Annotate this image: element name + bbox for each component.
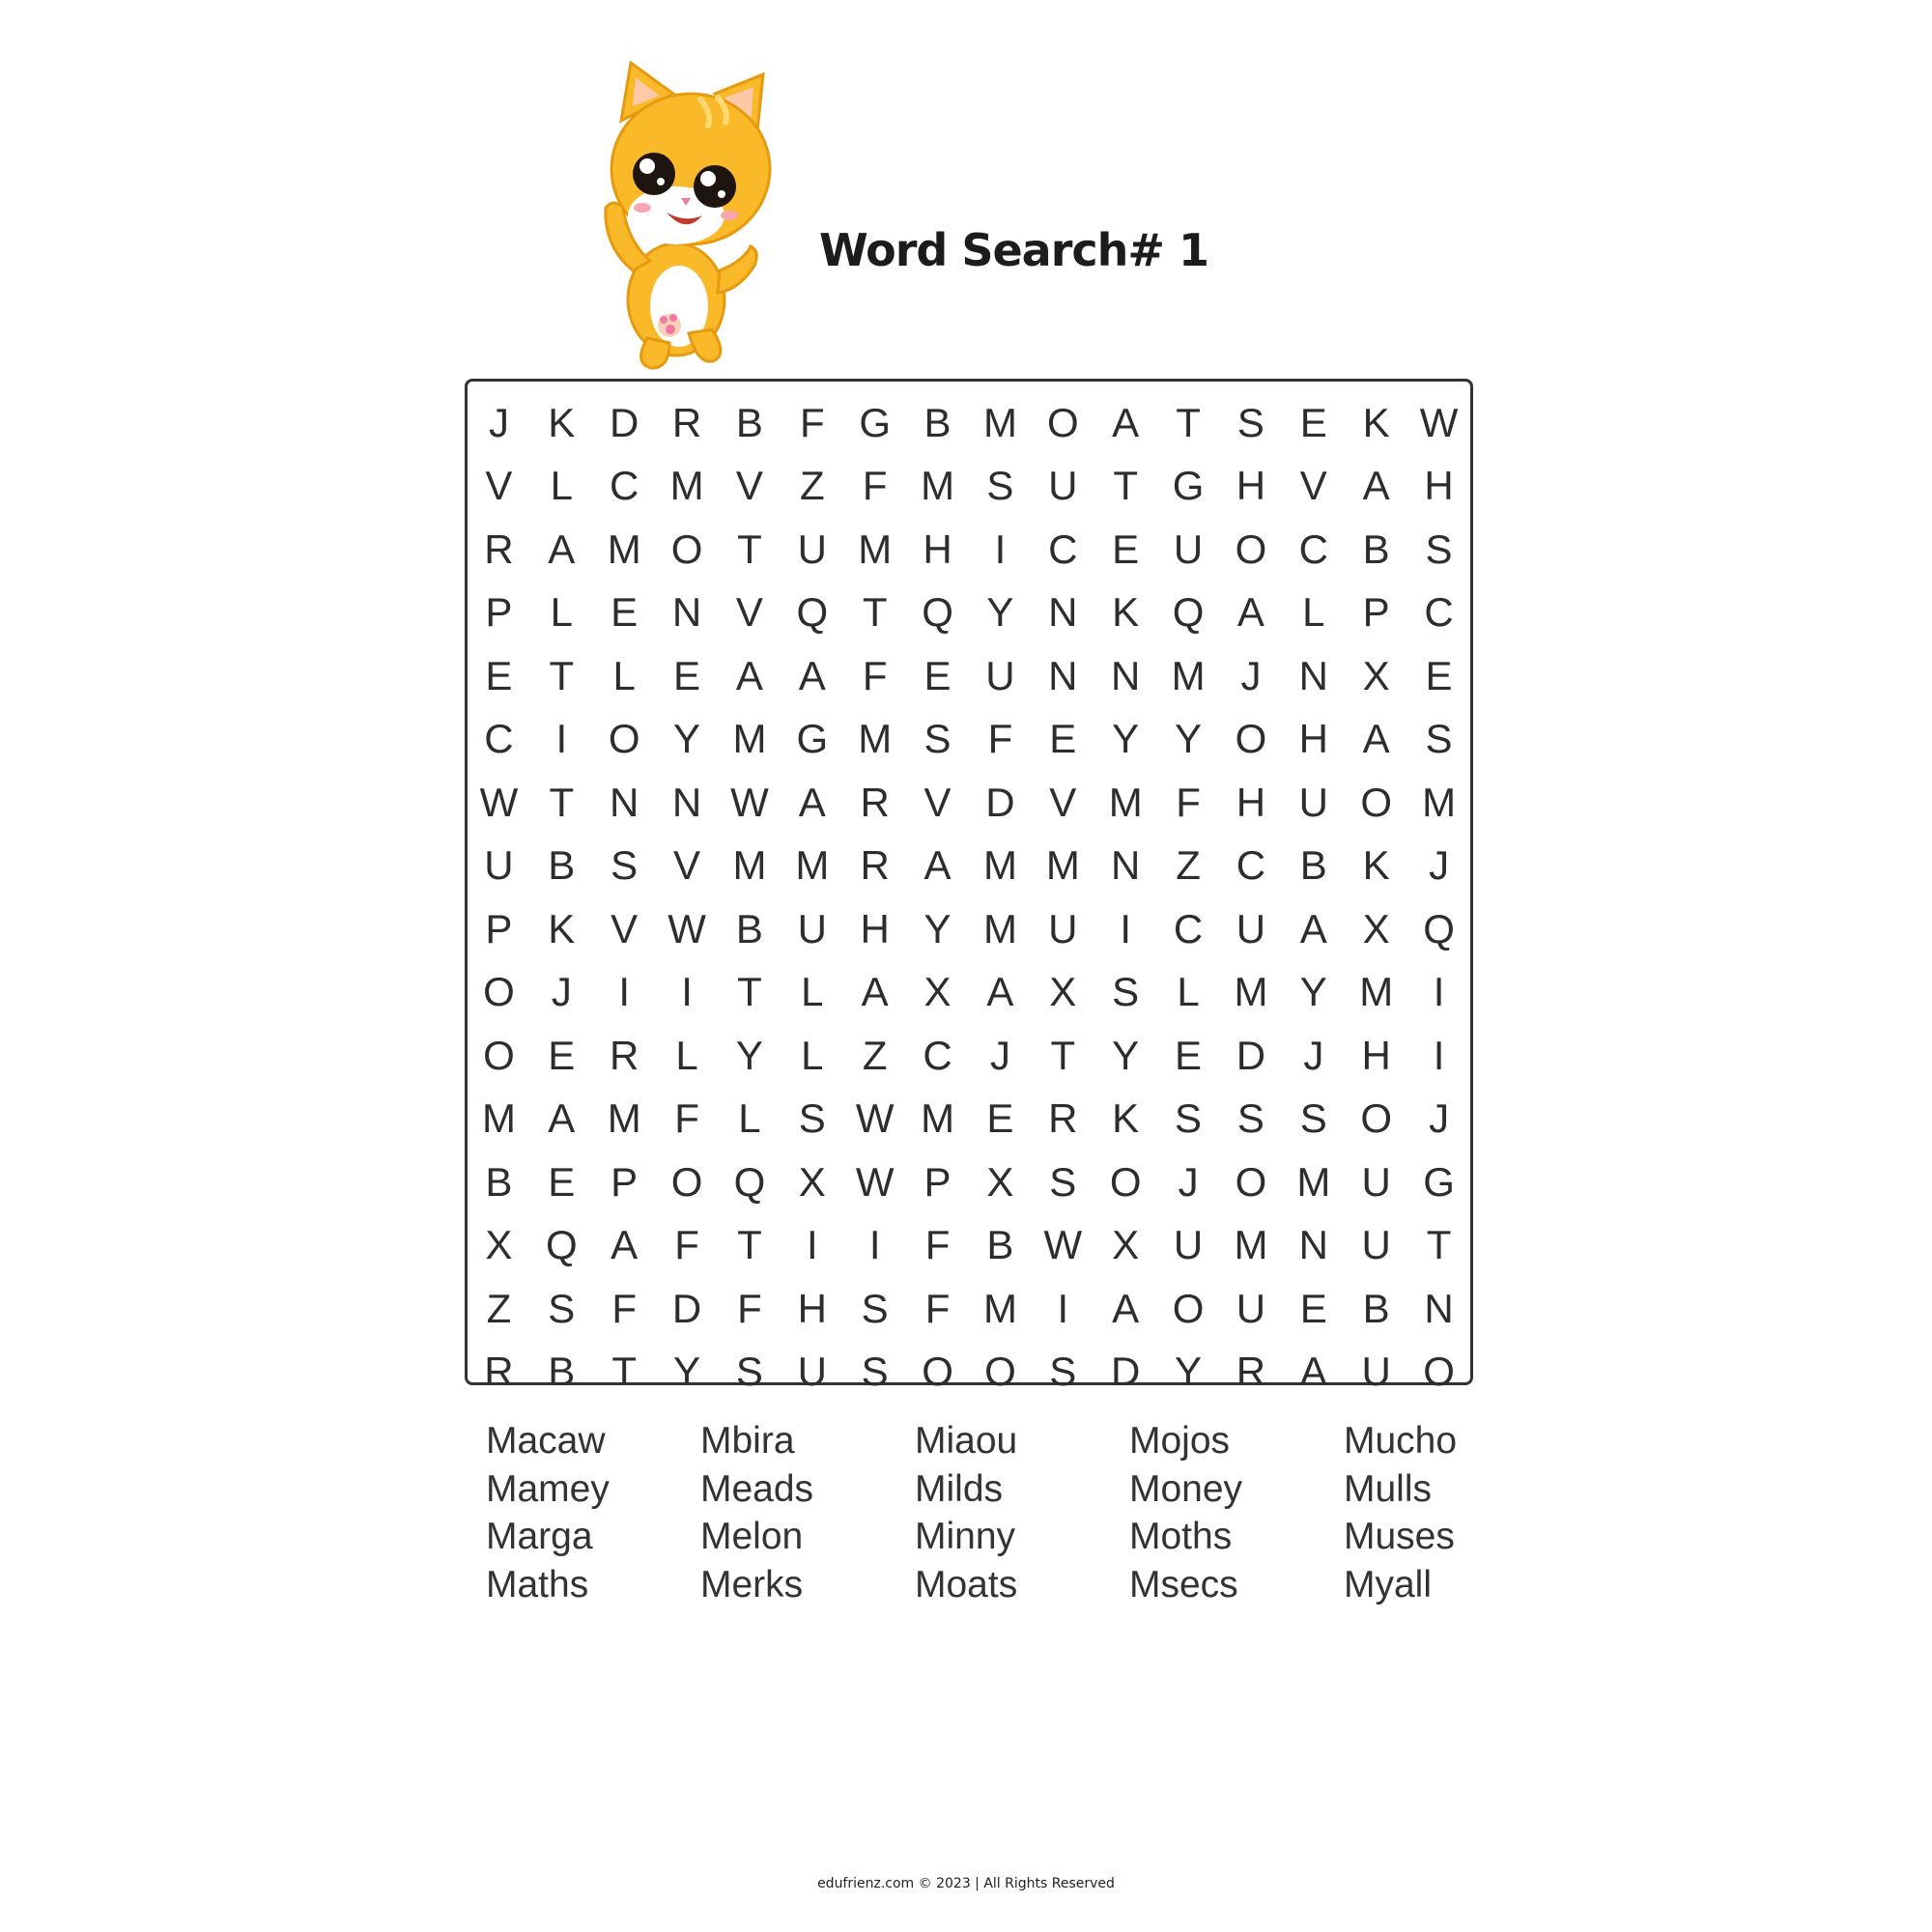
grid-letter: V: [485, 463, 513, 509]
grid-letter: B: [485, 1158, 513, 1205]
grid-letter: E: [548, 1032, 576, 1078]
grid-letter: T: [1426, 1222, 1452, 1268]
grid-letter: A: [611, 1222, 639, 1268]
grid-letter: E: [1299, 399, 1327, 445]
grid-letter: S: [1049, 1158, 1077, 1205]
grid-letter: X: [923, 969, 952, 1015]
grid-letter: H: [1298, 716, 1328, 762]
grid-letter: G: [796, 716, 829, 762]
grid-letter: G: [1423, 1158, 1455, 1205]
grid-letter: S: [1112, 969, 1140, 1015]
grid-letter: M: [1422, 779, 1457, 825]
grid-letter: W: [855, 1158, 895, 1205]
grid-letter: M: [858, 526, 893, 572]
grid-letter: T: [737, 969, 762, 1015]
grid-letter: K: [548, 905, 576, 952]
grid-letter: I: [618, 969, 631, 1015]
grid-letter: M: [982, 905, 1017, 952]
grid-letter: L: [675, 1032, 698, 1078]
grid-letter: E: [1049, 716, 1077, 762]
grid-letter: H: [860, 905, 890, 952]
grid-letter: L: [1302, 589, 1325, 636]
grid-letter: O: [608, 716, 640, 762]
grid-letter: S: [1236, 399, 1264, 445]
grid-letter: Y: [1112, 716, 1140, 762]
grid-letter: U: [1361, 1158, 1391, 1205]
grid-letter: E: [611, 589, 639, 636]
grid-letter: K: [1362, 842, 1390, 889]
grid-letter: H: [797, 1285, 827, 1331]
grid-letter: I: [681, 969, 693, 1015]
grid-letter: M: [921, 1095, 955, 1142]
word-list-item: Milds: [915, 1467, 1004, 1510]
grid-letter: J: [1429, 1095, 1450, 1142]
grid-letter: O: [1360, 1095, 1393, 1142]
grid-letter: N: [1424, 1285, 1454, 1331]
grid-letter: S: [798, 1095, 826, 1142]
grid-letter: H: [1361, 1032, 1391, 1078]
grid-letter: P: [611, 1158, 639, 1205]
grid-letter: O: [1423, 1349, 1455, 1395]
grid-letter: M: [1234, 969, 1268, 1015]
grid-letter: I: [1057, 1285, 1069, 1331]
grid-letter: O: [1172, 1285, 1205, 1331]
grid-letter: I: [806, 1222, 818, 1268]
word-list-item: Msecs: [1129, 1563, 1238, 1605]
grid-letter: T: [1113, 463, 1139, 509]
grid-letter: I: [1120, 905, 1132, 952]
grid-letter: W: [855, 1095, 895, 1142]
grid-letter: S: [861, 1349, 889, 1395]
grid-letter: I: [555, 716, 568, 762]
grid-letter: O: [1109, 1158, 1142, 1205]
grid-letter: Q: [922, 589, 953, 636]
grid-letter: A: [1299, 1349, 1327, 1395]
grid-letter: M: [1045, 842, 1080, 889]
grid-letter: W: [479, 779, 519, 825]
grid-letter: Q: [1172, 589, 1205, 636]
grid-letter: E: [673, 652, 701, 698]
grid-letter: O: [1360, 779, 1393, 825]
grid-letter: N: [671, 779, 702, 825]
word-list-item: Moths: [1129, 1516, 1233, 1557]
word-list-item: Miaou: [915, 1420, 1018, 1462]
grid-letter: L: [612, 652, 636, 698]
grid-letter: I: [1433, 1032, 1445, 1078]
grid-letter: M: [1359, 969, 1394, 1015]
grid-letter: A: [1112, 399, 1140, 445]
grid-letter: E: [1175, 1032, 1203, 1078]
grid-letter: Y: [1175, 1349, 1203, 1395]
grid-letter: A: [923, 842, 952, 889]
grid-letter: F: [987, 716, 1013, 762]
grid-letter: D: [610, 399, 639, 445]
grid-letter: F: [1176, 779, 1201, 825]
grid-letter: M: [732, 716, 767, 762]
cat-mascot-icon: [584, 53, 797, 372]
grid-letter: Y: [923, 905, 952, 952]
grid-letter: F: [924, 1285, 951, 1331]
grid-letter: T: [862, 589, 888, 636]
grid-letter: R: [610, 1032, 639, 1078]
grid-letter: C: [484, 716, 514, 762]
grid-letter: R: [1048, 1095, 1078, 1142]
word-list-item: Mulls: [1344, 1467, 1433, 1510]
word-list-item: Money: [1129, 1467, 1243, 1510]
grid-letter: D: [671, 1285, 702, 1331]
grid-letter: R: [1236, 1349, 1266, 1395]
grid-letter: S: [611, 842, 639, 889]
grid-letter: K: [1112, 589, 1140, 636]
grid-letter: R: [484, 1349, 514, 1395]
word-list: [486, 1420, 1568, 1611]
grid-letter: Q: [545, 1222, 578, 1268]
grid-letter: X: [1112, 1222, 1140, 1268]
grid-letter: J: [989, 1032, 1010, 1078]
grid-letter: V: [923, 779, 952, 825]
grid-letter: I: [868, 1222, 881, 1268]
grid-letter: X: [1049, 969, 1077, 1015]
grid-letter: M: [607, 526, 641, 572]
grid-letter: K: [1112, 1095, 1140, 1142]
grid-letter: M: [1296, 1158, 1331, 1205]
grid-letter: V: [1049, 779, 1077, 825]
grid-letter: W: [730, 779, 769, 825]
grid-letter: W: [1419, 399, 1459, 445]
grid-letter: F: [674, 1222, 699, 1268]
grid-letter: P: [485, 589, 513, 636]
grid-letter: X: [485, 1222, 513, 1268]
grid-letter: F: [862, 652, 888, 698]
grid-letter: G: [1172, 463, 1205, 509]
grid-letter: I: [994, 526, 1007, 572]
grid-letter: L: [738, 1095, 761, 1142]
grid-letter: A: [548, 1095, 576, 1142]
grid-letter: T: [1176, 399, 1201, 445]
grid-letter: O: [483, 969, 515, 1015]
grid-letter: S: [548, 1285, 576, 1331]
grid-letter: B: [1362, 526, 1390, 572]
grid-letter: Y: [673, 716, 701, 762]
grid-letter: E: [548, 1158, 576, 1205]
grid-letter: P: [923, 1158, 952, 1205]
grid-letter: R: [860, 842, 890, 889]
grid-letter: C: [923, 1032, 952, 1078]
grid-letter: B: [1362, 1285, 1390, 1331]
grid-letter: A: [735, 652, 763, 698]
grid-letter: V: [1299, 463, 1327, 509]
grid-letter: Q: [796, 589, 829, 636]
grid-letter: O: [922, 1349, 953, 1395]
grid-letter: V: [735, 589, 763, 636]
grid-letter: I: [1433, 969, 1445, 1015]
grid-letter: U: [484, 842, 514, 889]
grid-letter: M: [858, 716, 893, 762]
grid-letter: U: [1236, 1285, 1266, 1331]
grid-letter: C: [1298, 526, 1328, 572]
grid-letter: Y: [673, 1349, 701, 1395]
word-list-item: Marga: [486, 1516, 593, 1557]
grid-letter: T: [737, 1222, 762, 1268]
grid-letter: X: [986, 1158, 1014, 1205]
grid-letter: O: [1235, 1158, 1267, 1205]
grid-letter: R: [860, 779, 890, 825]
grid-letter: N: [1048, 589, 1078, 636]
grid-letter: U: [1298, 779, 1328, 825]
grid-letter: V: [735, 463, 763, 509]
grid-letter: N: [1048, 652, 1078, 698]
page-title: Word Search# 1: [819, 224, 1208, 276]
grid-letter: U: [797, 1349, 827, 1395]
grid-letter: Y: [1112, 1032, 1140, 1078]
grid-letter: Y: [986, 589, 1014, 636]
grid-letter: F: [674, 1095, 699, 1142]
grid-letter: A: [798, 652, 826, 698]
grid-letter: Y: [735, 1032, 763, 1078]
grid-letter: R: [484, 526, 514, 572]
grid-letter: S: [1236, 1095, 1264, 1142]
grid-letter: Y: [1175, 716, 1203, 762]
word-list-item: Mbira: [700, 1420, 795, 1462]
grid-letter: U: [797, 526, 827, 572]
grid-letter: S: [1175, 1095, 1203, 1142]
grid-letter: Z: [1176, 842, 1201, 889]
footer-copyright: edufrienz.com © 2023 | All Rights Reserved: [817, 1876, 1115, 1891]
grid-letter: K: [548, 399, 576, 445]
grid-letter: U: [1361, 1222, 1391, 1268]
grid-letter: S: [861, 1285, 889, 1331]
word-list-item: Moats: [915, 1563, 1018, 1605]
grid-letter: B: [548, 1349, 576, 1395]
grid-letter: A: [1299, 905, 1327, 952]
grid-letter: X: [798, 1158, 826, 1205]
grid-letter: Z: [486, 1285, 512, 1331]
grid-letter: M: [982, 1285, 1017, 1331]
grid-letter: F: [924, 1222, 951, 1268]
grid-letter: O: [1235, 716, 1267, 762]
grid-letter: U: [1048, 463, 1078, 509]
grid-letter: O: [984, 1349, 1016, 1395]
grid-letter: Z: [862, 1032, 888, 1078]
grid-letter: N: [1111, 842, 1141, 889]
word-list-item: Myall: [1344, 1563, 1433, 1605]
grid-letter: S: [923, 716, 952, 762]
grid-letter: E: [1425, 652, 1453, 698]
grid-letter: U: [985, 652, 1015, 698]
grid-letter: H: [1236, 463, 1266, 509]
grid-letter: L: [801, 1032, 824, 1078]
grid-letter: M: [982, 399, 1017, 445]
grid-letter: L: [801, 969, 824, 1015]
grid-letter: S: [1425, 716, 1453, 762]
grid-letter: C: [1048, 526, 1078, 572]
grid-letter: B: [548, 842, 576, 889]
grid-letter: T: [549, 779, 575, 825]
grid-letter: J: [1303, 1032, 1324, 1078]
grid-letter: N: [1111, 652, 1141, 698]
grid-letter: O: [1235, 526, 1267, 572]
grid-letter: C: [610, 463, 639, 509]
grid-letter: S: [1425, 526, 1453, 572]
grid-letter: F: [737, 1285, 762, 1331]
grid-letter: T: [1050, 1032, 1076, 1078]
grid-letter: J: [1240, 652, 1262, 698]
grid-letter: C: [1236, 842, 1266, 889]
grid-letter: S: [1299, 1095, 1327, 1142]
grid-letter: E: [485, 652, 513, 698]
grid-letter: M: [1234, 1222, 1268, 1268]
grid-letter: A: [548, 526, 576, 572]
grid-letter: J: [1178, 1158, 1199, 1205]
grid-letter: B: [735, 399, 763, 445]
grid-letter: X: [1362, 652, 1390, 698]
grid-letter: Q: [733, 1158, 766, 1205]
grid-letter: R: [671, 399, 702, 445]
grid-letter: P: [1362, 589, 1390, 636]
grid-letter: J: [551, 969, 572, 1015]
word-list-item: Merks: [700, 1563, 804, 1605]
grid-letter: O: [1046, 399, 1079, 445]
grid-letter: N: [610, 779, 639, 825]
word-list-item: Mucho: [1344, 1420, 1458, 1462]
grid-letter: A: [1362, 716, 1390, 762]
grid-letter: U: [1048, 905, 1078, 952]
grid-letter: E: [923, 652, 952, 698]
grid-letter: M: [921, 463, 955, 509]
grid-letter: M: [669, 463, 704, 509]
grid-letter: K: [1362, 399, 1390, 445]
grid-letter: B: [1299, 842, 1327, 889]
grid-letter: F: [799, 399, 825, 445]
grid-letter: V: [611, 905, 639, 952]
letter-grid: [468, 391, 1470, 1404]
grid-letter: D: [985, 779, 1015, 825]
grid-letter: J: [1429, 842, 1450, 889]
grid-letter: U: [797, 905, 827, 952]
grid-letter: L: [550, 463, 573, 509]
grid-letter: H: [1424, 463, 1454, 509]
grid-letter: E: [1299, 1285, 1327, 1331]
grid-letter: D: [1111, 1349, 1141, 1395]
word-list-item: Meads: [700, 1467, 814, 1510]
grid-letter: A: [1362, 463, 1390, 509]
grid-letter: U: [1173, 1222, 1204, 1268]
word-list-item: Minny: [915, 1516, 1016, 1557]
grid-letter: P: [485, 905, 513, 952]
grid-letter: V: [673, 842, 701, 889]
grid-letter: X: [1362, 905, 1390, 952]
grid-letter: J: [488, 399, 509, 445]
grid-letter: U: [1173, 526, 1204, 572]
grid-letter: B: [986, 1222, 1014, 1268]
grid-letter: M: [1171, 652, 1206, 698]
grid-letter: N: [671, 589, 702, 636]
grid-letter: F: [611, 1285, 638, 1331]
grid-letter: H: [923, 526, 952, 572]
grid-letter: A: [1236, 589, 1264, 636]
grid-letter: E: [1112, 526, 1140, 572]
grid-letter: T: [549, 652, 575, 698]
grid-letter: Y: [1299, 969, 1327, 1015]
word-list-item: Melon: [700, 1516, 804, 1557]
word-list-item: Macaw: [486, 1420, 606, 1462]
grid-letter: A: [861, 969, 889, 1015]
grid-letter: D: [1236, 1032, 1266, 1078]
grid-letter: N: [1298, 1222, 1328, 1268]
grid-letter: A: [798, 779, 826, 825]
grid-letter: M: [982, 842, 1017, 889]
grid-letter: E: [986, 1095, 1014, 1142]
grid-letter: A: [986, 969, 1014, 1015]
grid-letter: T: [737, 526, 762, 572]
grid-letter: M: [795, 842, 830, 889]
grid-letter: N: [1298, 652, 1328, 698]
grid-letter: B: [923, 399, 952, 445]
grid-letter: U: [1236, 905, 1266, 952]
grid-letter: S: [1049, 1349, 1077, 1395]
word-search-grid: [465, 379, 1473, 1395]
word-list-item: Mojos: [1129, 1420, 1231, 1462]
word-list-item: Mamey: [486, 1467, 610, 1510]
word-list-item: Muses: [1344, 1516, 1455, 1557]
grid-letter: C: [1173, 905, 1204, 952]
grid-letter: Q: [1423, 905, 1455, 952]
grid-letter: Z: [799, 463, 825, 509]
grid-letter: U: [1361, 1349, 1391, 1395]
grid-letter: W: [1043, 1222, 1083, 1268]
grid-letter: H: [1236, 779, 1266, 825]
grid-letter: L: [550, 589, 573, 636]
grid-letter: S: [735, 1349, 763, 1395]
grid-letter: W: [668, 905, 706, 952]
grid-letter: G: [859, 399, 892, 445]
grid-letter: F: [862, 463, 888, 509]
grid-letter: M: [607, 1095, 641, 1142]
grid-letter: L: [1177, 969, 1200, 1015]
grid-letter: A: [1112, 1285, 1140, 1331]
grid-letter: O: [483, 1032, 515, 1078]
grid-letter: B: [735, 905, 763, 952]
grid-letter: C: [1424, 589, 1454, 636]
grid-letter: O: [670, 526, 703, 572]
grid-letter: T: [611, 1349, 638, 1395]
grid-letter: O: [670, 1158, 703, 1205]
word-list-item: Maths: [486, 1563, 589, 1605]
grid-letter: M: [1108, 779, 1143, 825]
grid-letter: M: [732, 842, 767, 889]
grid-letter: M: [481, 1095, 516, 1142]
grid-letter: S: [986, 463, 1014, 509]
